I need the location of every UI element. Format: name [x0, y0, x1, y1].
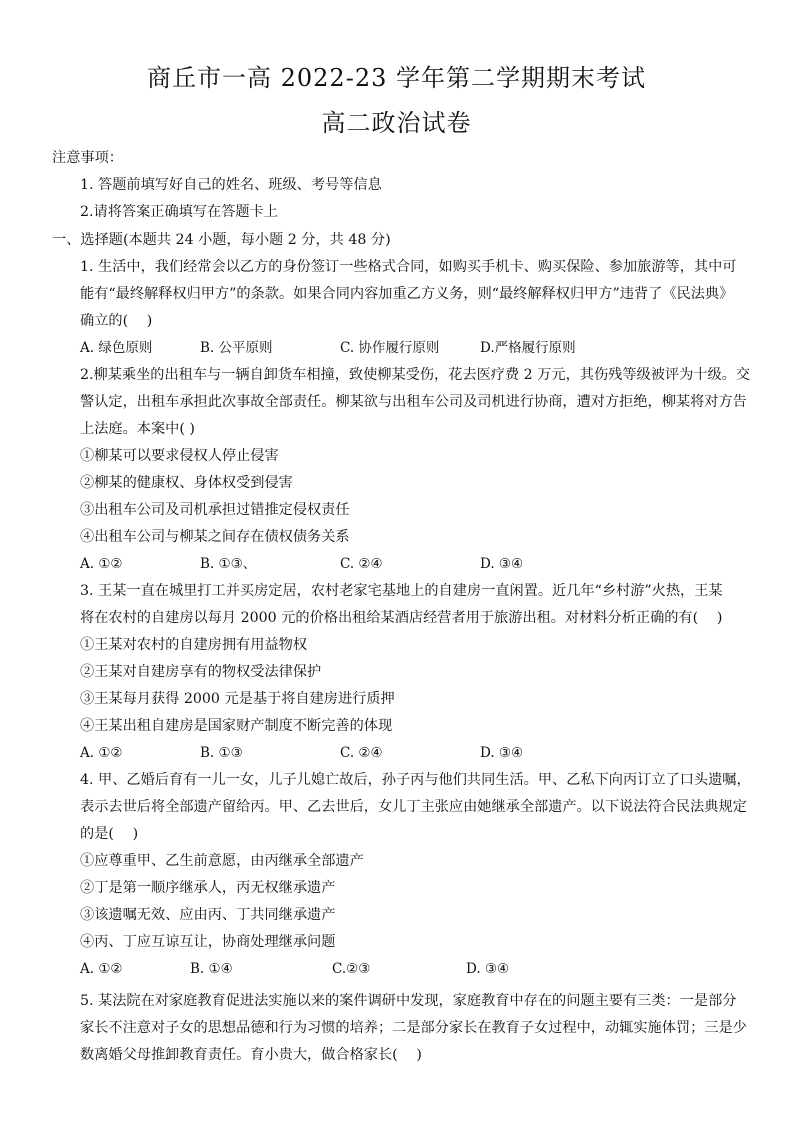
question-2-options: [80, 554, 680, 574]
question-1-options: [80, 338, 680, 358]
notice-heading: 注意事项：: [52, 150, 123, 166]
question-5-text: 5. 某法院在对家庭教育促进法实施以来的案件调研中发现，家庭教育中存在的问题主要有三类：一是部分: [80, 993, 737, 1009]
question-2-text: 上法庭。本案中( ): [80, 421, 195, 437]
section-heading: 一、选择题(本题共 24 小题，每小题 2 分，共 48 分): [52, 232, 391, 248]
question-4-text: 的是( ): [80, 826, 139, 842]
option-a: A. ①②: [80, 745, 123, 761]
question-4-item: ③该遗嘱无效、应由丙、丁共同继承遗产: [80, 907, 336, 923]
question-4-text: 表示去世后将全部遗产留给丙。甲、乙去世后，女儿丁主张应由她继承全部遗产。以下说法符合民法典规定: [80, 799, 747, 815]
question-3-text: 将在农村的自建房以每月 2000 元的价格出租给某酒店经营者用于旅游出租。对材料分析正确的有( ): [80, 610, 723, 626]
option-d: D. ③④: [466, 961, 510, 977]
option-c: C.②③: [332, 961, 371, 977]
question-4-options: [80, 959, 680, 979]
option-d: D. ③④: [480, 556, 524, 572]
question-2-item: ④出租车公司与柳某之间存在债权债务关系: [80, 529, 350, 545]
question-2-item: ①柳某可以要求侵权人停止侵害: [80, 448, 279, 464]
question-3-item: ①王某对农村的自建房拥有用益物权: [80, 637, 308, 653]
option-d: D. ③④: [480, 745, 524, 761]
question-5-text: 数离婚父母推卸教育责任。育小贵大，做合格家长( ): [80, 1047, 422, 1063]
question-4-text: 4. 甲、乙婚后育有一儿一女，儿子儿媳亡故后，孙子丙与他们共同生活。甲、乙私下向丙订立了口头遗嘱，: [80, 772, 751, 788]
question-2-text: 警认定，出租车承担此次事故全部责任。柳某欲与出租车公司及司机进行协商，遭对方拒绝，柳某将对方告: [80, 394, 747, 410]
question-3-item: ②王某对自建房享有的物权受法律保护: [80, 664, 322, 680]
option-b: B. ①④: [190, 961, 233, 977]
option-b: B. ①③、: [200, 556, 257, 572]
option-c: C. ②④: [340, 745, 383, 761]
question-1-text: 1. 生活中，我们经常会以乙方的身份签订一些格式合同，如购买手机卡、购买保险、参加旅游等，其中可: [80, 259, 737, 275]
option-a: A. ①②: [80, 556, 123, 572]
option-a: A. 绿色原则: [80, 340, 153, 356]
question-3-text: 3. 王某一直在城里打工并买房定居，农村老家宅基地上的自建房一直闲置。近几年“乡村游”火热，王某: [80, 583, 723, 599]
option-c: C. ②④: [340, 556, 383, 572]
question-2-item: ②柳某的健康权、身体权受到侵害: [80, 475, 293, 491]
question-3-item: ③王某每月获得 2000 元是基于将自建房进行质押: [80, 691, 395, 707]
option-b: B. 公平原则: [200, 340, 273, 356]
notice-item: 2.请将答案正确填写在答题卡上: [80, 204, 278, 220]
option-d: D.严格履行原则: [480, 340, 576, 356]
question-5-text: 家长不注意对子女的思想品德和行为习惯的培养；二是部分家长在教育子女过程中，动辄实施体罚；三是少: [80, 1020, 747, 1036]
question-2-item: ③出租车公司及司机承担过错推定侵权责任: [80, 502, 350, 518]
option-a: A. ①②: [80, 961, 123, 977]
question-3-options: [80, 743, 680, 763]
question-2-text: 2.柳某乘坐的出租车与一辆自卸货车相撞，致使柳某受伤，花去医疗费 2 万元，其伤残等级被评为十级。交: [80, 367, 751, 383]
option-c: C. 协作履行原则: [340, 340, 440, 356]
notice-item: 1. 答题前填写好自己的姓名、班级、考号等信息: [80, 177, 382, 193]
exam-title: 商丘市一高 2022-23 学年第二学期期末考试: [147, 64, 646, 92]
question-4-item: ①应尊重甲、乙生前意愿，由丙继承全部遗产: [80, 853, 364, 869]
question-4-item: ②丁是第一顺序继承人，丙无权继承遗产: [80, 880, 336, 896]
question-4-item: ④丙、丁应互谅互让，协商处理继承问题: [80, 934, 336, 950]
question-3-item: ④王某出租自建房是国家财产制度不断完善的体现: [80, 718, 393, 734]
exam-subtitle: 高二政治试卷: [321, 109, 472, 137]
question-1-text: 能有“最终解释权归甲方”的条款。如果合同内容加重乙方义务，则“最终解释权归甲方”违背了《民法典》: [80, 286, 734, 302]
option-b: B. ①③: [200, 745, 243, 761]
question-1-text: 确立的( ): [80, 313, 153, 329]
